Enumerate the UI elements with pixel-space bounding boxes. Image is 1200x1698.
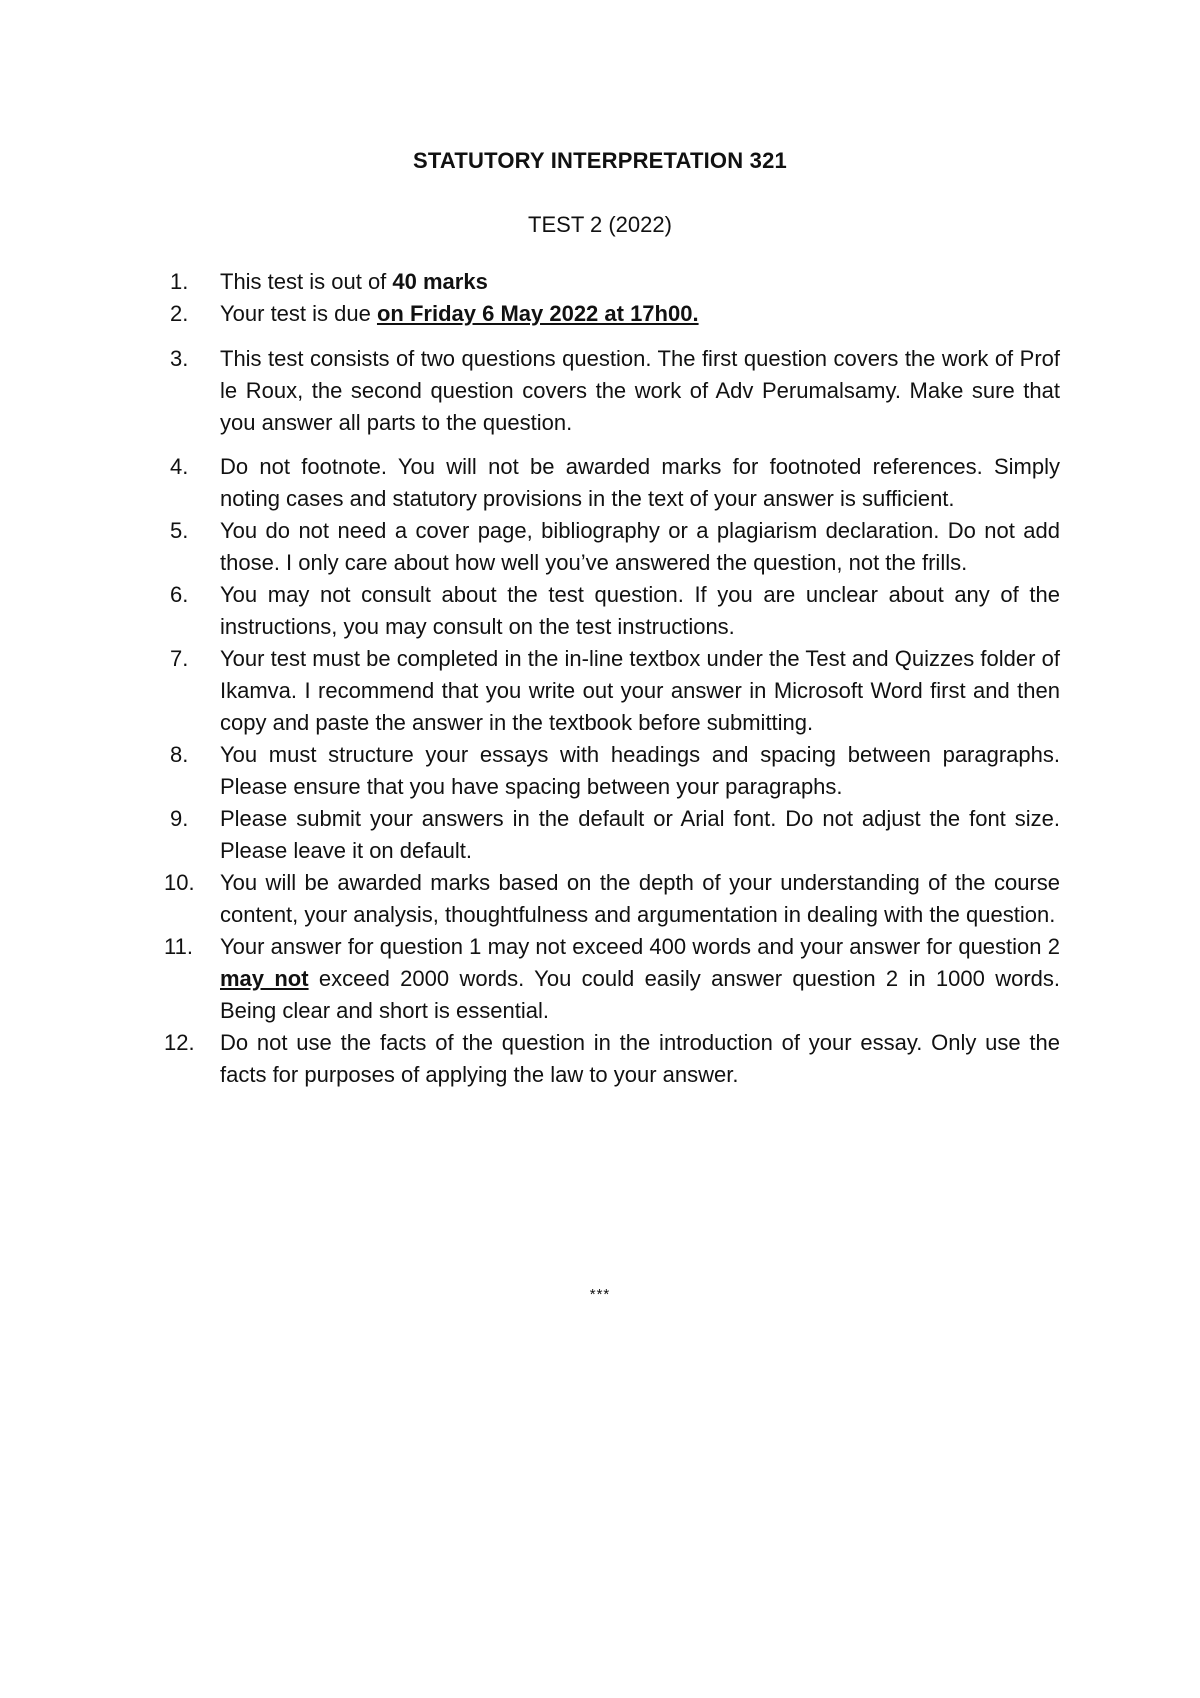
list-item bbox=[164, 867, 1060, 931]
item-number: 2. bbox=[170, 301, 189, 326]
list-item bbox=[170, 579, 1060, 643]
item-text: You do not need a cover page, bibliography or a plagiarism declaration. Do not add those. I only care about how well you’ve answered the question, not the frills. bbox=[220, 518, 1060, 575]
document-subtitle: TEST 2 (2022) bbox=[528, 212, 672, 237]
item-text: exceed 2000 words. You could easily answer question 2 in 1000 words. Being clear and short is essential. bbox=[220, 966, 1060, 1023]
item-number: 5. bbox=[170, 518, 189, 543]
item-bold-text: 40 marks bbox=[392, 269, 488, 294]
item-number: 10. bbox=[164, 870, 195, 895]
item-number: 1. bbox=[170, 269, 189, 294]
list-item bbox=[170, 343, 1060, 439]
item-text: Your test is due bbox=[220, 301, 377, 326]
item-number: 9. bbox=[170, 806, 189, 831]
item-text: You may not consult about the test question. If you are unclear about any of the instructions, you may consult on the test instructions. bbox=[220, 582, 1060, 639]
item-number: 6. bbox=[170, 582, 189, 607]
list-item bbox=[170, 298, 1060, 330]
item-number: 4. bbox=[170, 454, 189, 479]
item-number: 12. bbox=[164, 1030, 195, 1055]
item-text: You will be awarded marks based on the depth of your understanding of the course content, your analysis, thoughtfulness and argumentation in dealing with the question. bbox=[220, 870, 1060, 927]
item-number: 7. bbox=[170, 646, 189, 671]
list-item bbox=[164, 931, 1060, 1027]
document-title: STATUTORY INTERPRETATION 321 bbox=[413, 148, 787, 173]
item-text: Please submit your answers in the default or Arial font. Do not adjust the font size. Please leave it on default. bbox=[220, 806, 1060, 863]
instructions-list bbox=[164, 266, 1060, 1091]
item-text: Your test must be completed in the in-line textbox under the Test and Quizzes folder of Ikamva. I recommend that you write out your answer in Microsoft Word first and then copy and paste the answer in the textbook before submitting. bbox=[220, 646, 1060, 735]
item-number: 3. bbox=[170, 346, 189, 371]
list-item bbox=[164, 1027, 1060, 1091]
item-number: 8. bbox=[170, 742, 189, 767]
list-item bbox=[170, 515, 1060, 579]
list-item bbox=[170, 266, 1060, 298]
list-item bbox=[170, 739, 1060, 803]
item-text: This test is out of bbox=[220, 269, 393, 294]
item-text: You must structure your essays with headings and spacing between paragraphs. Please ensure that you have spacing between your paragraphs. bbox=[220, 742, 1060, 799]
item-deadline-text: on Friday 6 May 2022 at 17h00. bbox=[376, 301, 699, 326]
list-item bbox=[170, 803, 1060, 867]
end-marker: *** bbox=[589, 1286, 611, 1303]
list-item bbox=[170, 643, 1060, 739]
item-text: Do not use the facts of the question in the introduction of your essay. Only use the facts for purposes of applying the law to your answer. bbox=[220, 1030, 1060, 1087]
item-text: Do not footnote. You will not be awarded marks for footnoted references. Simply noting cases and statutory provisions in the text of your answer is sufficient. bbox=[220, 454, 1060, 511]
item-emphasis-text: may not bbox=[220, 966, 309, 991]
item-text: This test consists of two questions question. The first question covers the work of Prof le Roux, the second question covers the work of Adv Perumalsamy. Make sure that you answer all parts to the question. bbox=[220, 346, 1060, 435]
list-item bbox=[170, 451, 1060, 515]
item-text: Your answer for question 1 may not exceed 400 words and your answer for question 2 bbox=[220, 934, 1060, 959]
item-number: 11. bbox=[164, 934, 193, 959]
